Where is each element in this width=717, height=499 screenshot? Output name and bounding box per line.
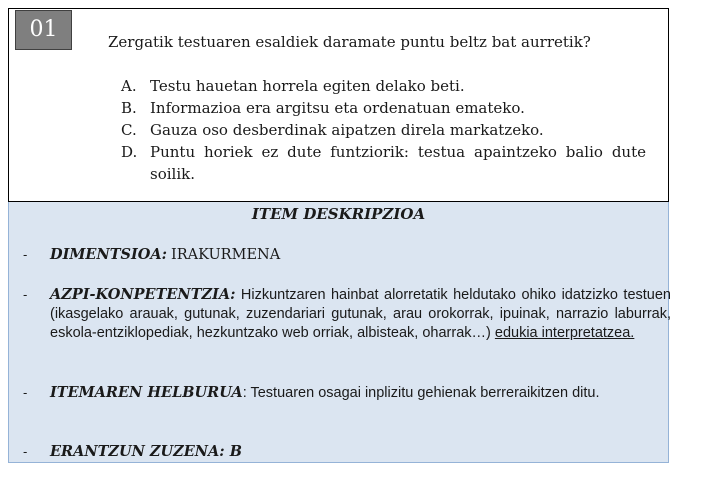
bullet-marker: - <box>23 385 28 400</box>
dimension-row <box>23 245 671 265</box>
question-text: Zergatik testuaren esaldiek daramate puntu beltz bat aurretik? <box>108 33 591 51</box>
option-b <box>121 97 646 119</box>
option-letter: B. <box>121 99 137 117</box>
description-title: ITEM DESKRIPZIOA <box>251 205 426 223</box>
option-text: Puntu horiek ez dute funtziorik: testua apaintzeko balio dute soilik. <box>150 143 646 183</box>
goal-text: : Testuaren osagai inplizitu gehienak berreraikitzen ditu. <box>242 385 600 401</box>
dimension-value: IRAKURMENA <box>171 247 281 263</box>
dimension-label: DIMENTSIOA: <box>50 246 167 263</box>
bullet-marker: - <box>23 287 28 302</box>
option-text: Informazioa era argitsu eta ordenatuan emateko. <box>150 99 525 117</box>
bullet-marker: - <box>23 444 28 459</box>
option-letter: C. <box>121 121 137 139</box>
option-d <box>121 141 646 185</box>
answer-options <box>121 75 646 185</box>
item-description-box <box>8 202 669 463</box>
option-letter: D. <box>121 143 138 161</box>
subcompetence-underlined: edukia interpretatzea. <box>494 325 635 341</box>
option-a <box>121 75 646 97</box>
option-c <box>121 119 646 141</box>
option-text: Testu hauetan horrela egiten delako beti. <box>150 77 465 95</box>
answer-row <box>23 442 671 462</box>
bullet-marker: - <box>23 247 28 262</box>
correct-answer-label: ERANTZUN ZUZENA: B <box>50 443 242 460</box>
option-letter: A. <box>121 77 137 95</box>
subcompetence-text: Hizkuntzaren hainbat alorretatik heldutako ohiko idatzizko testuen (ikasgelako arauak, gutunak, zuzendariari gutunak, arau orokorrak, ipuinak, narrazio laburrak, eskola-entziklopediak, hezkuntzako web orriak, albisteak, oharrak…) <box>50 287 671 341</box>
goal-row <box>23 383 671 403</box>
item-number-badge: 01 <box>15 10 72 50</box>
question-box <box>8 8 669 202</box>
subcompetence-row <box>23 285 671 343</box>
subcompetence-label: AZPI-KONPETENTZIA: <box>50 286 236 303</box>
goal-label: ITEMAREN HELBURUA <box>50 384 243 401</box>
option-text: Gauza oso desberdinak aipatzen direla markatzeko. <box>150 121 544 139</box>
